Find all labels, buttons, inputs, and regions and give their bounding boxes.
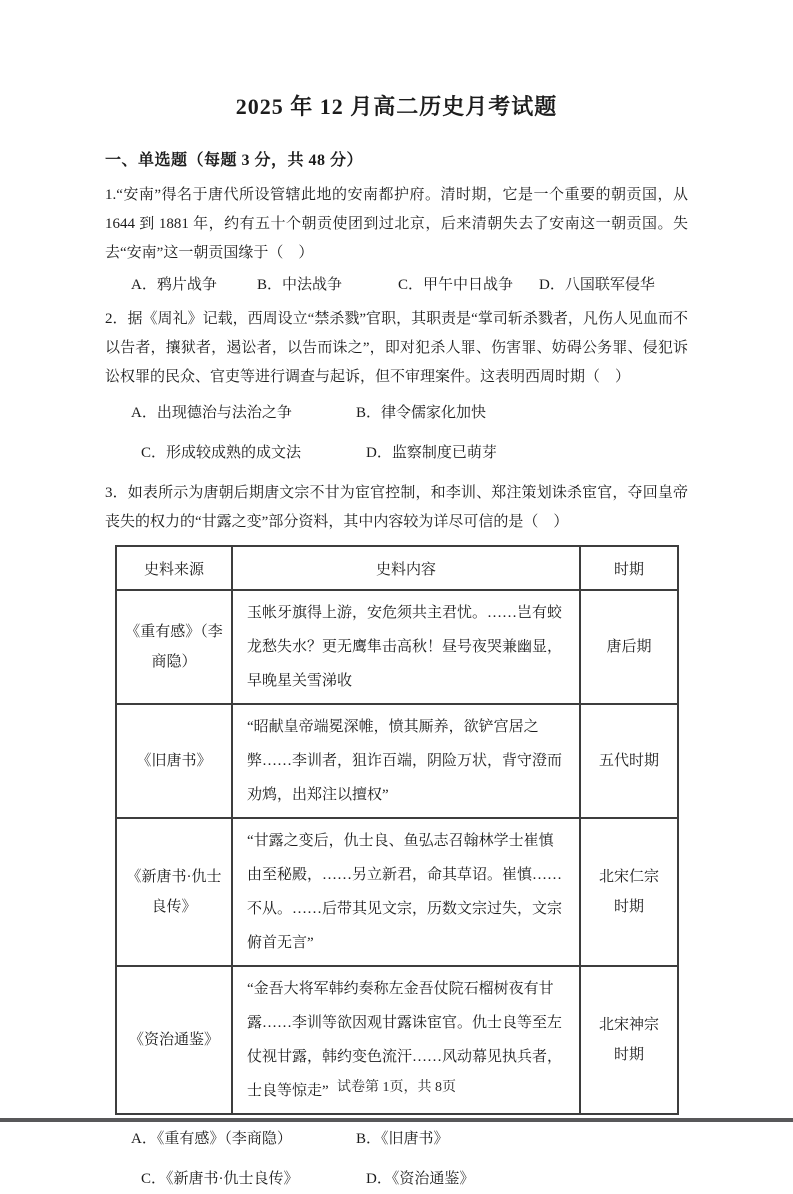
table-row: [116, 590, 678, 704]
bottom-edge-bar: [0, 1118, 793, 1122]
question-2-option-d: D．监察制度已萌芽: [366, 445, 497, 461]
table-row: [116, 818, 678, 966]
source-cell: 《新唐书·仇士良传》: [116, 818, 232, 966]
question-1-stem: 1.“安南”得名于唐代所设管辖此地的安南都护府。清时期，它是一个重要的朝贡国，从 1644 到 1881 年，约有五十个朝贡使团到过北京，后来清朝失去了安南这一朝贡国。失去“安南”这一朝贡国缘于（ ）: [105, 187, 688, 261]
content-cell: “昭献皇帝端冕深帷，愤其厮养，欲铲宫居之弊……李训者，狙诈百端，阴险万状，背守澄而劝鸩，出郑注以擅权”: [232, 704, 580, 818]
source-table: [115, 545, 679, 1115]
source-cell: 《资治通鉴》: [116, 966, 232, 1114]
table-header-content: 史料内容: [232, 546, 580, 590]
question-2-option-a: A．出现德治与法治之争: [131, 405, 292, 421]
question-3-option-d: D．《资治通鉴》: [366, 1171, 475, 1187]
exam-title: 2025 年 12 月高二历史月考试题: [235, 94, 558, 119]
table-header-row: [116, 546, 678, 590]
period-cell: 北宋神宗时期: [580, 966, 678, 1114]
section-heading: 一、单选题（每题 3 分，共 48 分）: [105, 152, 364, 169]
page-footer: 试卷第 1页，共 8页: [337, 1080, 456, 1095]
table-header-source: 史料来源: [116, 546, 232, 590]
content-cell: 玉帐牙旗得上游，安危须共主君忧。……岂有蛟龙愁失水？更无鹰隼击高秋！昼号夜哭兼幽显，早晚星关雪涕收: [232, 590, 580, 704]
question-2-option-b: B．律令儒家化加快: [356, 405, 487, 421]
question-1-options: [105, 271, 688, 300]
question-3-options-row-1: [105, 1125, 688, 1154]
question-3-option-c: C．《新唐书·仇士良传》: [141, 1171, 299, 1187]
content-cell: “甘露之变后，仇士良、鱼弘志召翰林学士崔慎由至秘殿，……另立新君，命其草诏。崔慎……不从。……后带其见文宗，历数文宗过失，文宗俯首无言”: [232, 818, 580, 966]
question-1-option-b: B．中法战争: [257, 277, 343, 293]
question-2-options: [105, 399, 688, 468]
table-row: [116, 704, 678, 818]
question-3-option-b: B．《旧唐书》: [356, 1131, 449, 1147]
source-cell: 《旧唐书》: [116, 704, 232, 818]
question-3-options-row-2: [105, 1165, 688, 1194]
question-3-options: [105, 1125, 688, 1194]
period-cell: 五代时期: [580, 704, 678, 818]
question-2-options-row-1: [105, 399, 688, 428]
table-header-period: 时期: [580, 546, 678, 590]
period-cell: 北宋仁宗时期: [580, 818, 678, 966]
content-cell: “金吾大将军韩约奏称左金吾仗院石榴树夜有甘露……李训等欲因观甘露诛宦官。仇士良等至左仗视甘露，韩约变色流汗……风动幕见执兵者，士良等惊走”: [232, 966, 580, 1114]
question-3-stem: 3．如表所示为唐朝后期唐文宗不甘为宦官控制，和李训、郑注策划诛杀宦官，夺回皇帝丧失的权力的“甘露之变”部分资料，其中内容较为详尽可信的是（ ）: [105, 485, 688, 530]
question-1-option-a: A．鸦片战争: [131, 277, 217, 293]
question-2-stem: 2．据《周礼》记载，西周设立“禁杀戮”官职，其职责是“掌司斩杀戮者，凡伤人见血而不以告者，攘狱者，遏讼者，以告而诛之”，即对犯杀人罪、伤害罪、妨碍公务罪、侵犯诉讼权罪的民众、官吏等进行调查与起诉，但不审理案件。这表明西周时期（ ）: [105, 311, 688, 385]
question-2-option-c: C．形成较成熟的成文法: [141, 445, 302, 461]
question-1-option-c: C．甲午中日战争: [398, 277, 514, 293]
question-2-options-row-2: [105, 439, 688, 468]
source-cell: 《重有感》（李商隐）: [116, 590, 232, 704]
question-1-option-d: D．八国联军侵华: [539, 277, 655, 293]
question-3-option-a: A．《重有感》（李商隐）: [131, 1131, 292, 1147]
period-cell: 唐后期: [580, 590, 678, 704]
